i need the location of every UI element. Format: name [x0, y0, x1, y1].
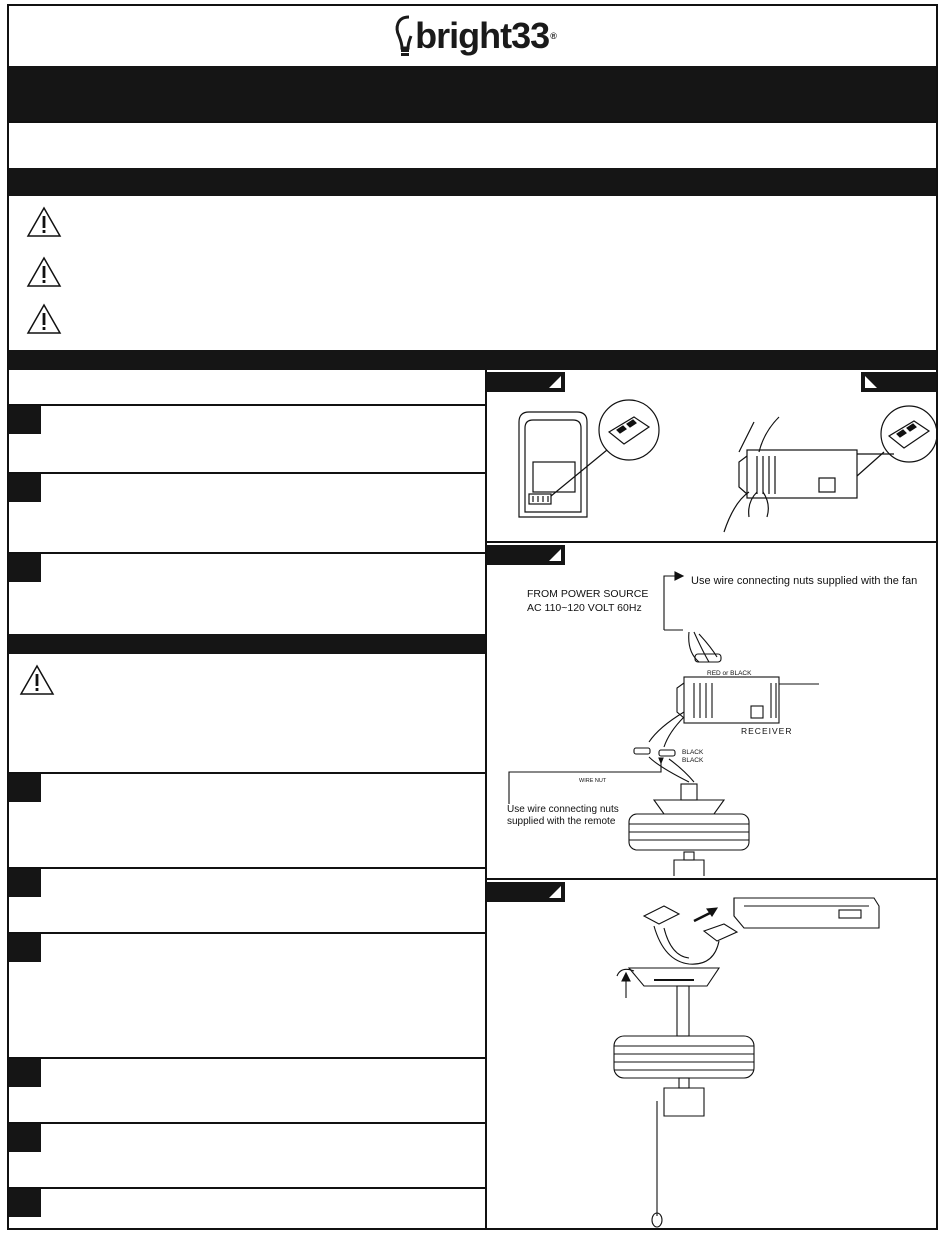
warning-section-bar [9, 168, 936, 196]
corner-arrow-icon [865, 376, 877, 388]
left-divider [9, 1187, 485, 1189]
wire-nut-label: WIRE NUT [579, 778, 607, 784]
left-divider [9, 1122, 485, 1124]
step-number-box [9, 1124, 41, 1152]
step-number-box [9, 774, 41, 802]
left-divider [9, 552, 485, 554]
step-number-box [9, 934, 41, 962]
column-divider [485, 370, 487, 1230]
remote-nuts-callout-line2: supplied with the remote [507, 816, 616, 827]
subtitle-divider [9, 121, 936, 123]
black-wire-label: BLACK [682, 749, 704, 756]
remote-nuts-callout-line1: Use wire connecting nuts [507, 804, 619, 815]
figure-1b-tab [861, 372, 936, 392]
figure-divider [487, 541, 936, 543]
document-frame [7, 4, 938, 1230]
dip-switch-figure [489, 392, 936, 540]
corner-arrow-icon [549, 376, 561, 388]
left-divider [9, 404, 485, 406]
wiring-diagram-figure [489, 562, 936, 876]
dip-switch-magnified-icon [599, 400, 659, 460]
left-divider [9, 772, 485, 774]
warning-triangle-icon [26, 303, 62, 335]
fan-nuts-callout: Use wire connecting nuts supplied with the fan [691, 575, 918, 587]
instructions-section-bar [9, 350, 936, 370]
step-number-box [9, 1189, 41, 1217]
brand-registered-mark: ® [550, 31, 556, 41]
receiver-installation-figure [489, 886, 936, 1228]
title-bar [9, 66, 936, 121]
left-divider [9, 932, 485, 934]
remote-transmitter-drawing [519, 412, 607, 517]
figure-1a-tab [487, 372, 565, 392]
brand-header [9, 6, 940, 66]
receiver-label: RECEIVER [741, 726, 793, 736]
receiver-drawing [724, 417, 894, 532]
step-number-box [9, 474, 41, 502]
step-number-box [9, 869, 41, 897]
left-divider [9, 867, 485, 869]
bulb-logo-icon [393, 14, 415, 58]
corner-arrow-icon [549, 549, 561, 561]
step-number-box [9, 1059, 41, 1087]
warning-triangle-icon [26, 256, 62, 288]
left-divider [9, 472, 485, 474]
dip-switch-magnified-icon [881, 406, 936, 462]
left-divider [9, 1057, 485, 1059]
installation-section-bar [9, 634, 485, 654]
warning-triangle-icon [26, 206, 62, 238]
step-number-box [9, 406, 41, 434]
red-or-black-label: RED or BLACK [707, 670, 752, 677]
figure-divider [487, 878, 936, 880]
brand-name: bright33 [415, 15, 550, 56]
warning-triangle-icon [19, 664, 55, 696]
power-source-label: FROM POWER SOURCE [527, 588, 649, 600]
step-number-box [9, 554, 41, 582]
voltage-label: AC 110~120 VOLT 60Hz [527, 602, 642, 614]
black-wire-label-2: BLACK [682, 757, 704, 764]
